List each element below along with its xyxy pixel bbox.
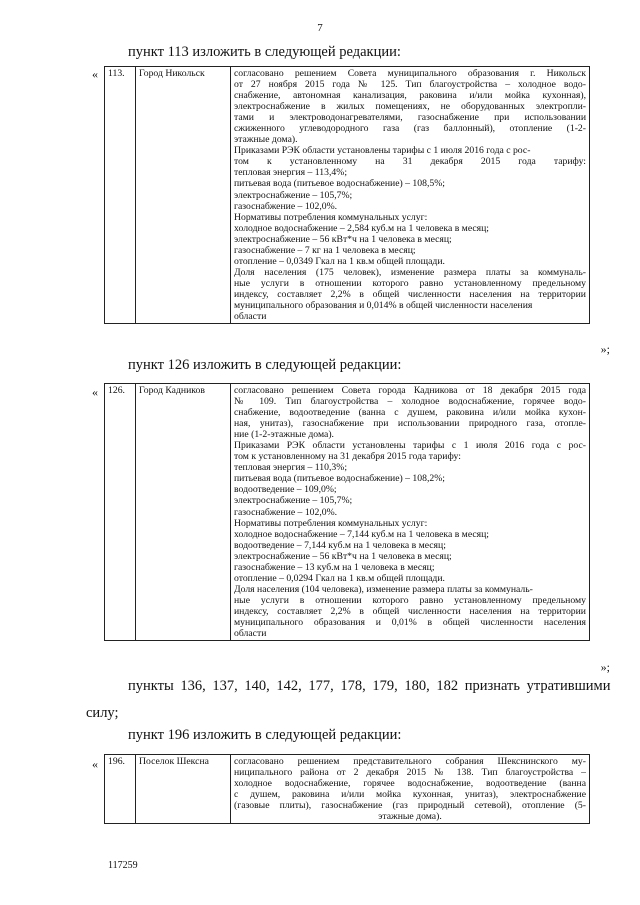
text-line: индексу, составляет 2,2% в общей численности населения на территории <box>234 605 586 617</box>
heading-item-126: пункт 126 изложить в следующей редакции: <box>128 357 402 373</box>
text-line: питьевая вода (питьевое водоснабжение) – 108,5%; <box>234 178 445 190</box>
text-line: муниципального образования и 0,01% в общей численности населения <box>234 616 586 628</box>
text-line: ная, унитаз), газоснабжение при использовании природного газа, отопле- <box>234 418 586 430</box>
opening-quote: « <box>92 757 98 771</box>
text-line: Приказами РЭК области установлены тарифы с 1 июля 2016 года с рос- <box>234 145 531 157</box>
text-line: от 27 ноября 2015 года № 125. Тип благоустройства – холодное водо- <box>234 79 586 91</box>
text-line: газоснабжение – 102,0%. <box>234 506 338 518</box>
closing-quote: »; <box>600 342 610 356</box>
repeal-paragraph-line1: пункты 136, 137, 140, 142, 177, 178, 179, 180, 182 признать утратившими <box>128 678 611 694</box>
text-line: газоснабжение – 102,0%. <box>234 200 338 212</box>
text-line: этажные дома). <box>234 134 298 146</box>
text-line: согласовано решением представительного собрания Шекснинского му- <box>234 756 586 767</box>
text-line: тепловая энергия – 113,4%; <box>234 167 348 179</box>
text-line: с душем, раковина и/или мойка кухонная, унитаз), электроснабжение <box>234 789 586 801</box>
text-line: ные услуги в отношении которого равно установленному предельному <box>234 594 586 606</box>
settlement-name: Город Никольск <box>136 67 231 324</box>
text-line: области <box>234 311 267 323</box>
text-line: электроснабжение – 105,7%; <box>234 189 353 201</box>
text-line: Нормативы потребления коммунальных услуг: <box>234 211 428 223</box>
text-line: снабжение, водоотведение (ванна с душем, раковина и/или мойка кухон- <box>234 407 586 419</box>
text-lines <box>234 385 586 639</box>
text-line: ниципального района от 2 декабря 2015 № 138. Тип благоустройства – <box>234 767 586 779</box>
repeal-paragraph-line2: силу; <box>86 705 119 721</box>
text-line: № 109. Тип благоустройства – холодное водоснабжение, горячее водо- <box>234 396 586 408</box>
text-line: тепловая энергия – 110,3%; <box>234 462 348 474</box>
text-lines <box>234 68 586 322</box>
text-line: снабжение, автономная канализация, раковина и/или мойка кухонная), <box>234 90 586 102</box>
text-line: Нормативы потребления коммунальных услуг: <box>234 517 428 529</box>
item-number: 196. <box>105 755 136 824</box>
text-line: холодное водоснабжение – 7,144 куб.м на 1 человека в месяц; <box>234 528 489 540</box>
text-line: сжиженного углеводородного газа (газ баллонный), отопление (1-2- <box>234 123 586 135</box>
heading-item-196: пункт 196 изложить в следующей редакции: <box>128 727 402 743</box>
text-line: ние (1-2-этажные дома). <box>234 429 334 441</box>
table-row <box>105 755 590 824</box>
text-line: электроснабжение – 56 кВт*ч на 1 человека в месяц; <box>234 233 452 245</box>
entry-table-113 <box>104 66 590 324</box>
text-line: (газовые плиты), газоснабжение (газ природный сетевой), отопление (5- <box>234 800 586 812</box>
text-line: отопление – 0,0294 Гкал на 1 кв.м общей площади. <box>234 572 445 584</box>
text-line: том к установленному на 31 декабря 2015 года тарифу: <box>234 156 586 168</box>
opening-quote: « <box>92 67 98 81</box>
text-line: области <box>234 628 267 640</box>
text-line: электроснабжение в жилых помещениях, не оборудованных электропли- <box>234 101 586 113</box>
entry-table-126 <box>104 383 590 641</box>
text-line: согласовано решением Совета города Кадникова от 18 декабря 2015 года <box>234 385 586 396</box>
text-line: водоотведение – 109,0%; <box>234 484 337 496</box>
text-line: согласовано решением Совета муниципального образования г. Никольск <box>234 68 586 79</box>
item-text <box>231 67 590 324</box>
settlement-name: Поселок Шексна <box>136 755 231 824</box>
page-number: 7 <box>317 22 323 34</box>
closing-quote: »; <box>600 660 610 674</box>
heading-item-113: пункт 113 изложить в следующей редакции: <box>128 44 401 60</box>
text-line: отопление – 0,0349 Гкал на 1 кв.м общей площади. <box>234 255 445 267</box>
text-line: этажные дома). <box>378 811 442 823</box>
entry-table-196 <box>104 754 590 824</box>
text-line: индексу, составляет 2,2% в общей численности населения на территории <box>234 288 586 300</box>
table-row <box>105 384 590 641</box>
settlement-name: Город Кадников <box>136 384 231 641</box>
text-line: газоснабжение – 13 куб.м на 1 человека в месяц; <box>234 561 435 573</box>
text-line: Приказами РЭК области установлены тарифы с 1 июля 2016 года с рос- <box>234 440 586 452</box>
text-line: водоотведение – 7,144 куб.м на 1 человека в месяц; <box>234 539 446 551</box>
text-line: ные услуги в отношении которого равно установленному предельному <box>234 277 586 289</box>
opening-quote: « <box>92 385 98 399</box>
text-line: электроснабжение – 56 кВт*ч на 1 человека в месяц; <box>234 550 452 562</box>
text-line: том к установленному на 31 декабря 2015 года тарифу: <box>234 451 461 463</box>
text-lines <box>234 756 586 822</box>
document-code: 117259 <box>108 860 138 871</box>
text-line: Доля населения (175 человек), изменение размера платы за коммуналь- <box>234 266 586 278</box>
text-line: тами и электроводонагревателями, газоснабжение при использовании <box>234 112 586 124</box>
text-line: газоснабжение – 7 кг на 1 человека в месяц; <box>234 244 416 256</box>
text-line: Доля населения (104 человека), изменение размера платы за коммуналь- <box>234 583 533 595</box>
table-row <box>105 67 590 324</box>
text-line: питьевая вода (питьевое водоснабжение) – 108,2%; <box>234 473 445 485</box>
item-number: 113. <box>105 67 136 324</box>
item-number: 126. <box>105 384 136 641</box>
text-line: холодное водоснабжение, горячее водоснабжение, водоотведение (ванна <box>234 778 586 790</box>
text-line: электроснабжение – 105,7%; <box>234 495 353 507</box>
item-text <box>231 755 590 824</box>
text-line: холодное водоснабжение – 2,584 куб.м на 1 человека в месяц; <box>234 222 489 234</box>
text-line: муниципального образования и 0,014% в общей численности населения <box>234 299 533 311</box>
item-text <box>231 384 590 641</box>
